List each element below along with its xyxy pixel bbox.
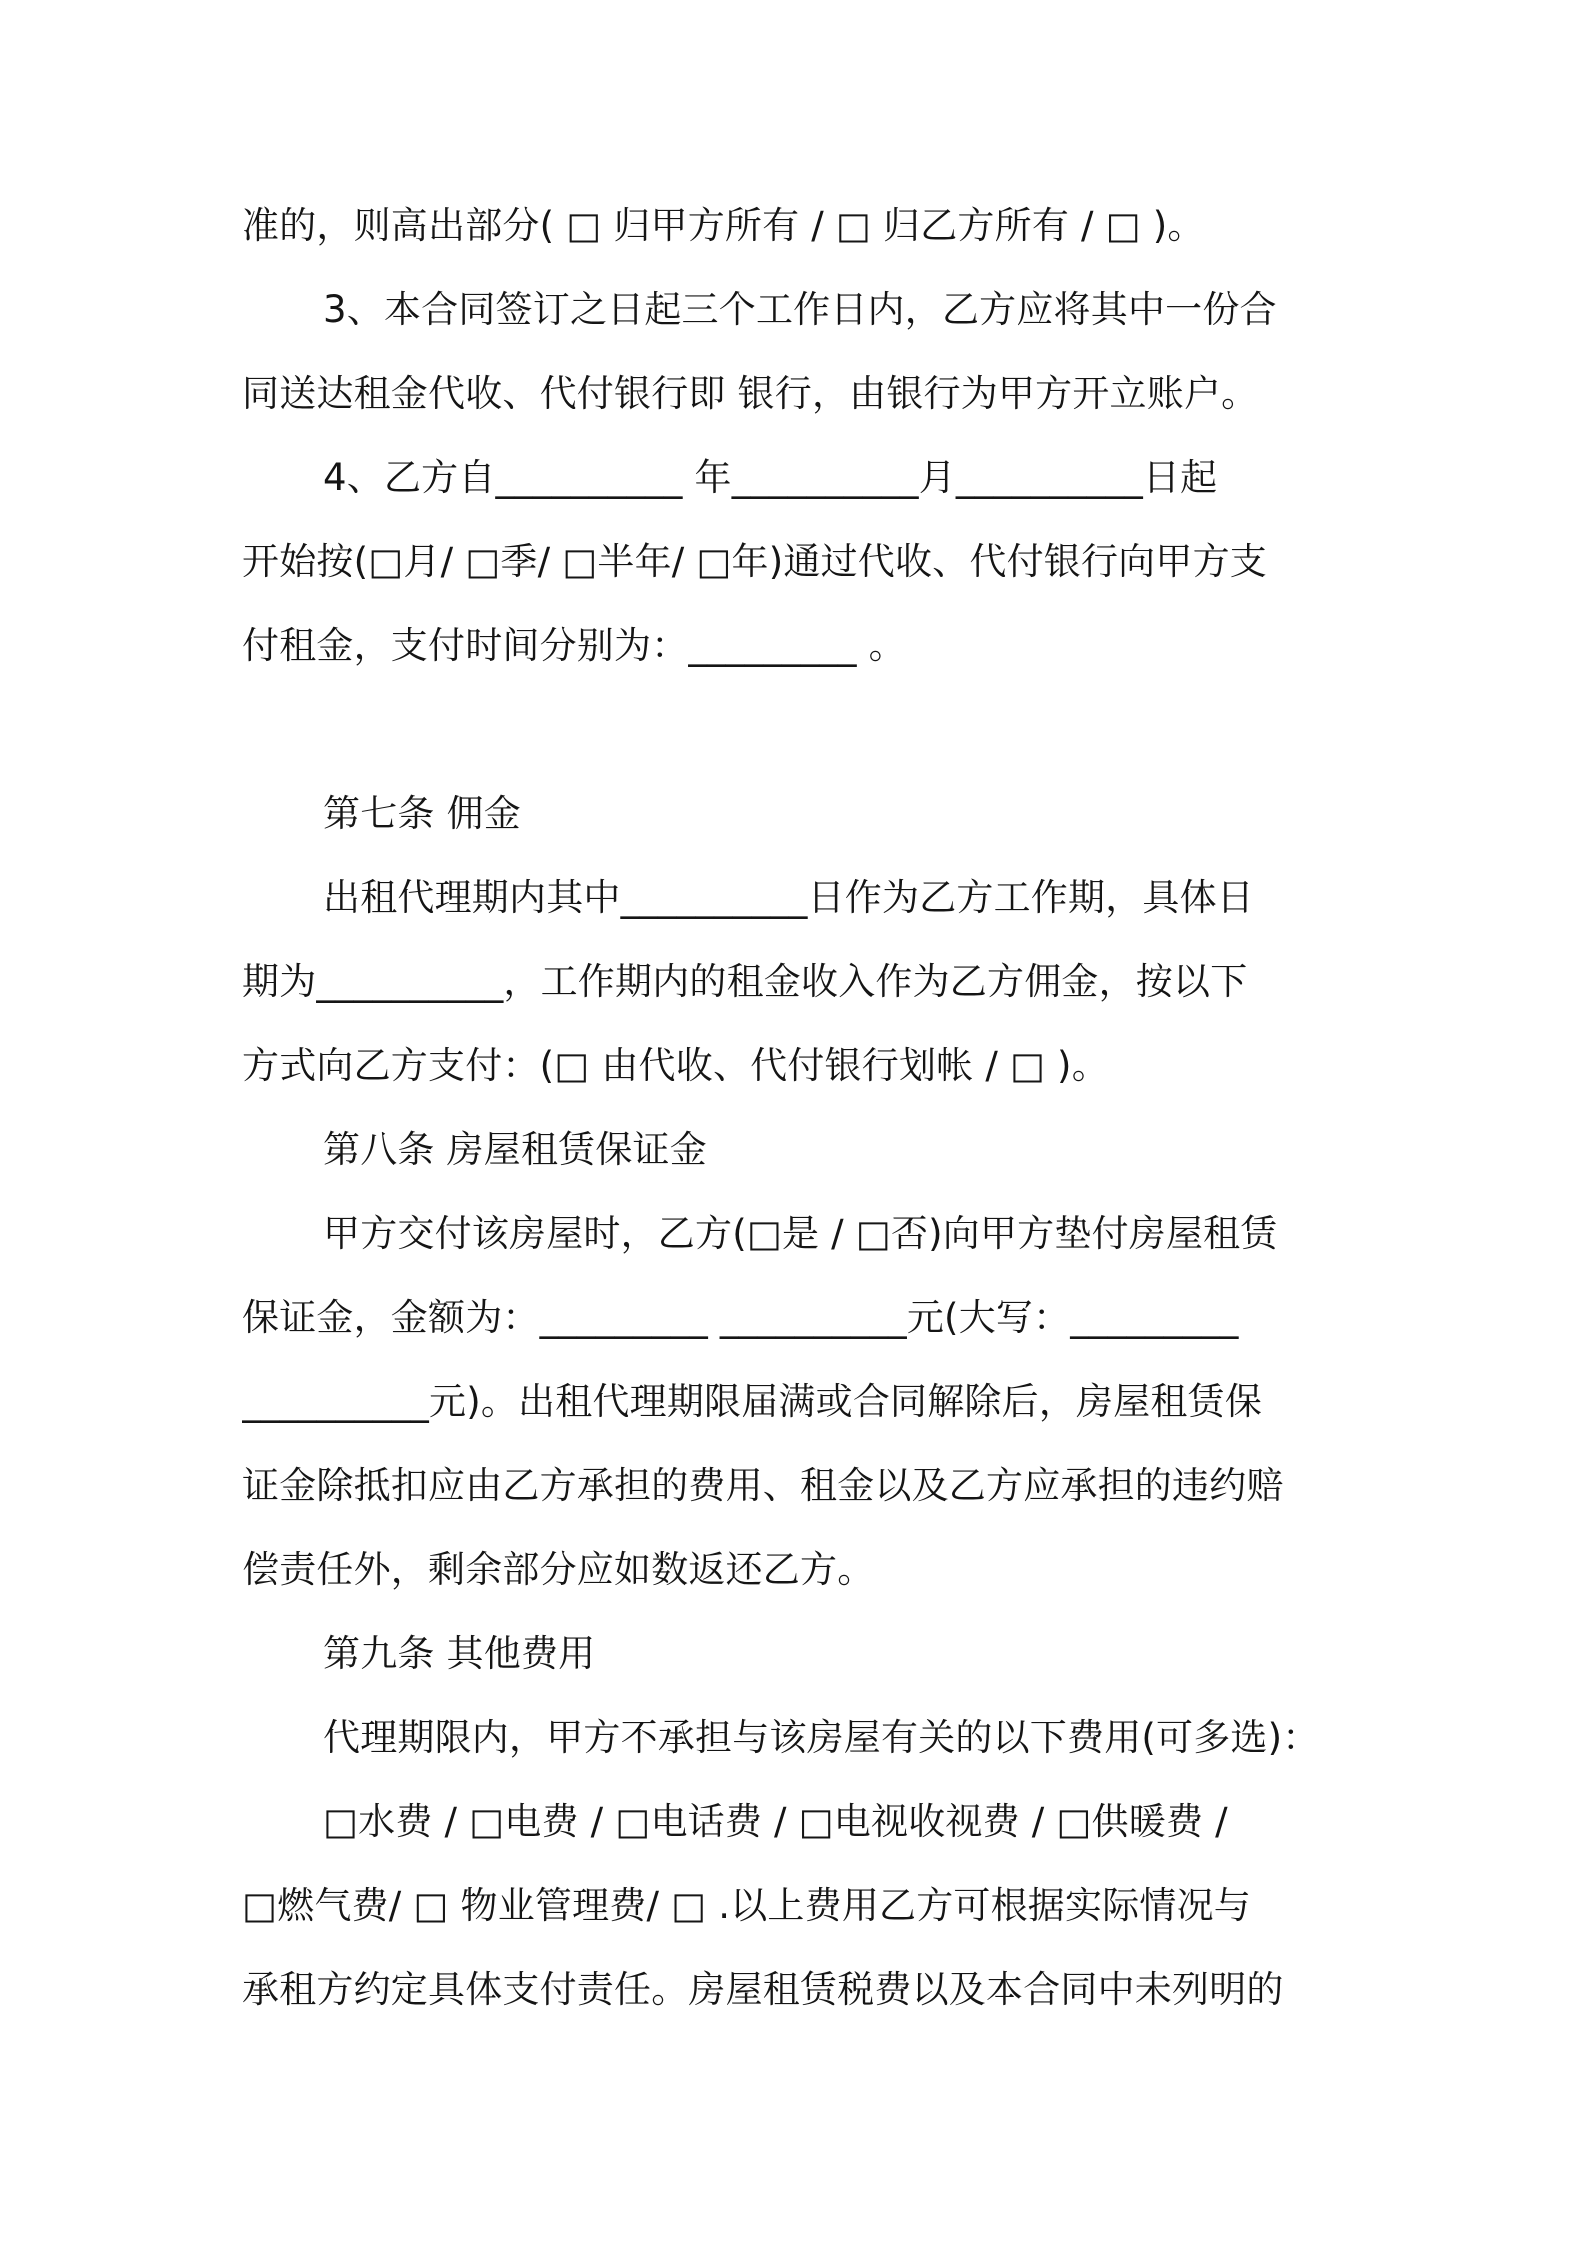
text-line-13: 证金除抵扣应由乙方承担的费用、租金以及乙方应承担的违约赔	[242, 1464, 1284, 1507]
text-line-3: 同送达租金代收、代付银行即 银行，由银行为甲方开立账户。	[242, 372, 1259, 415]
text-line-6: 付租金，支付时间分别为：_________ 。	[242, 624, 906, 667]
text-line-15: 代理期限内，甲方不承担与该房屋有关的以下费用(可多选)：	[323, 1716, 1320, 1759]
text-line-1: 准的，则高出部分( □ 归甲方所有 / □ 归乙方所有 / □ )。	[242, 204, 1205, 247]
text-line-4: 4、乙方自__________ 年__________月__________日起	[323, 456, 1218, 499]
text-line-12: __________元)。出租代理期限届满或合同解除后，房屋租赁保	[242, 1380, 1263, 1423]
text-line-7: 出租代理期内其中__________日作为乙方工作期，具体日	[323, 876, 1254, 919]
text-line-2: 3、本合同签订之日起三个工作日内，乙方应将其中一份合	[323, 288, 1277, 331]
section-heading-8: 第八条 房屋租赁保证金	[323, 1128, 707, 1171]
text-line-8: 期为__________，工作期内的租金收入作为乙方佣金，按以下	[242, 960, 1248, 1003]
text-line-14: 偿责任外，剩余部分应如数返还乙方。	[242, 1548, 875, 1591]
text-line-9: 方式向乙方支付：(□ 由代收、代付银行划帐 / □ )。	[242, 1044, 1109, 1087]
text-line-5: 开始按(□月/ □季/ □半年/ □年)通过代收、代付银行向甲方支	[242, 540, 1267, 583]
text-line-18: 承租方约定具体支付责任。房屋租赁税费以及本合同中未列明的	[242, 1968, 1284, 2011]
text-line-10: 甲方交付该房屋时，乙方(□是 / □否)向甲方垫付房屋租赁	[323, 1212, 1278, 1255]
text-line-11: 保证金，金额为：_________ __________元(大写：_________	[242, 1296, 1239, 1339]
text-line-16: □水费 / □电费 / □电话费 / □电视收视费 / □供暖费 /	[323, 1800, 1228, 1843]
section-heading-7: 第七条 佣金	[323, 792, 521, 835]
section-heading-9: 第九条 其他费用	[323, 1632, 596, 1675]
text-line-17: □燃气费/ □ 物业管理费/ □ .以上费用乙方可根据实际情况与	[242, 1884, 1252, 1927]
